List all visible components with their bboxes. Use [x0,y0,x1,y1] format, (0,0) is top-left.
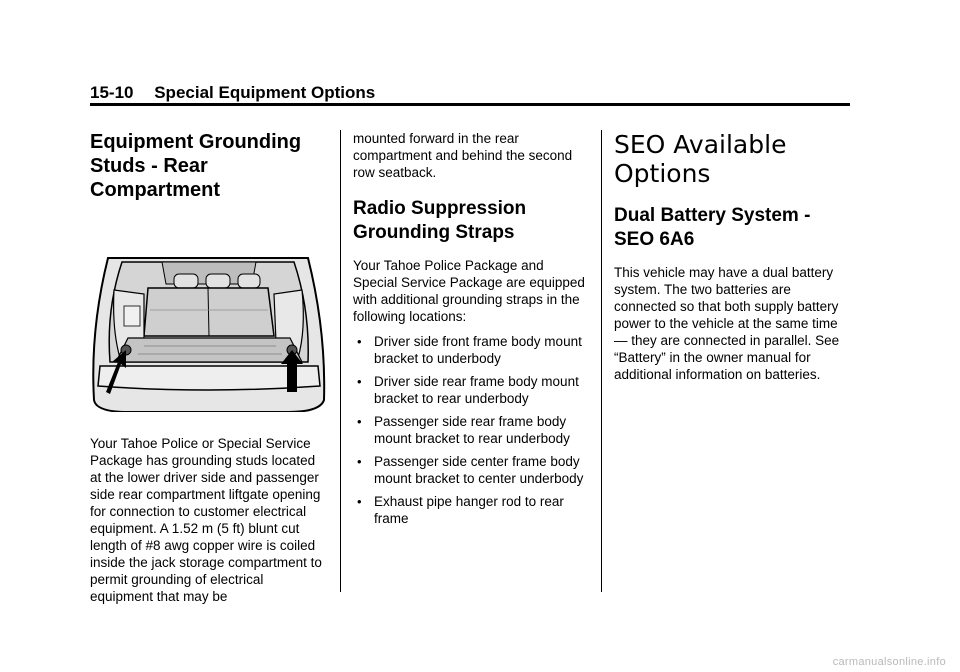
grounding-studs-paragraph: Your Tahoe Police or Special Service Package has grounding studs located at the lower driver side and passenger side rear compartment liftgate opening for connection to customer electrical equipment. A 1.52 m (5 ft) blunt cut length of #8 awg copper wire is coiled inside the jack storage compartment to permit grounding of electrical equipment that may be [90,436,322,604]
column-3 [614,130,854,391]
list-item [353,373,589,407]
header-rule [90,103,850,106]
dual-battery-paragraph: This vehicle may have a dual battery system. The two batteries are connected so that both supply battery power to the vehicle at the same time — they are connected in parallel. See “Battery” in the owner manual for additional information on batteries. [614,265,840,382]
section-title: Special Equipment Options [154,83,376,102]
list-item-text: Passenger side center frame body mount bracket to center underbody [374,454,584,486]
rear-compartment-illustration [88,250,328,412]
grounding-studs-heading: Equipment Grounding Studs - Rear Compartment [90,131,302,201]
list-item-text: Passenger side rear frame body mount bracket to rear underbody [374,414,570,446]
bullet-icon: • [357,334,362,349]
list-item [353,333,589,367]
list-item-text: Exhaust pipe hanger rod to rear frame [374,494,564,526]
column-1 [90,130,326,613]
column-divider-left [340,130,341,592]
bullet-icon: • [357,494,362,509]
list-item-text: Driver side rear frame body mount bracket to rear underbody [374,374,579,406]
continued-text: mounted forward in the rear compartment and behind the second row seatback. [353,131,573,180]
page-header [90,82,850,104]
bullet-icon: • [357,374,362,389]
seo-options-heading: SEO Available Options [614,130,787,188]
radio-suppression-paragraph: Your Tahoe Police Package and Special Service Package are equipped with additional grounding straps in the following locations: [353,258,585,324]
radio-suppression-heading: Radio Suppression Grounding Straps [353,198,527,243]
watermark: carmanualsonline.info [832,656,946,668]
list-item [353,493,589,527]
page-number: 15-10 [90,83,134,102]
list-item-text: Driver side front frame body mount bracket to underbody [374,334,582,366]
column-divider-right [601,130,602,592]
bullet-icon: • [357,454,362,469]
dual-battery-heading: Dual Battery System - SEO 6A6 [614,205,811,250]
grounding-strap-list [353,333,589,527]
column-2 [353,130,589,533]
list-item [353,453,589,487]
list-item [353,413,589,447]
bullet-icon: • [357,414,362,429]
